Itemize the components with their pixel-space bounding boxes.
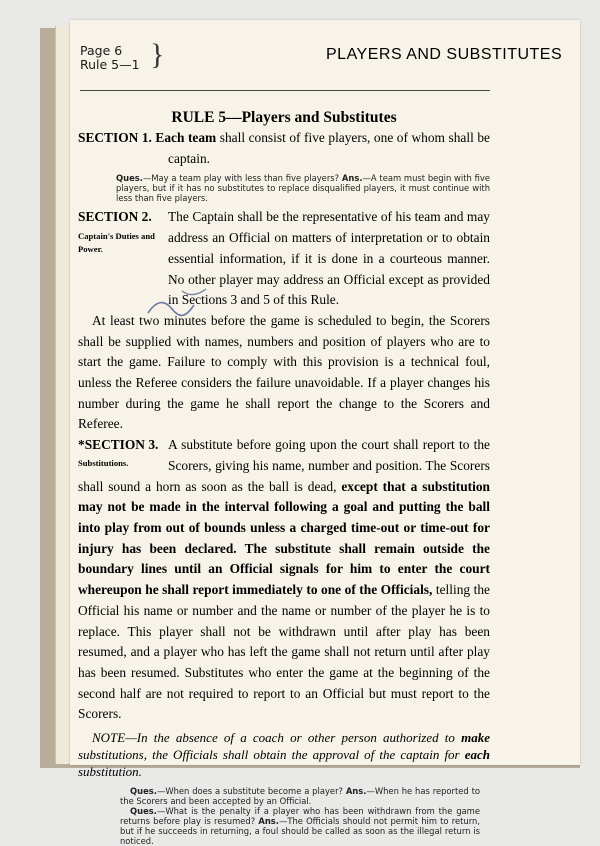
section-3-sidenote: Substitutions. (78, 458, 129, 469)
ques-label: Ques. (130, 786, 157, 797)
note-text-3: substitution. (78, 764, 142, 780)
section-1 (78, 128, 490, 169)
ans-label: Ans. (341, 173, 363, 184)
note-bold-2: each (464, 747, 491, 763)
ques-text: —What is the penalty if a player who has been withdrawn from the game returns before play is resumed? (120, 806, 480, 827)
note-paragraph (78, 729, 490, 780)
section-2-sidenote: Captain's Duties and Power. (78, 231, 155, 255)
ans-label: Ans. (345, 786, 367, 797)
note-bold-1: make (461, 730, 491, 746)
header-brace: } (150, 38, 165, 71)
ans-text: —When he has reported to the Scorers and been accepted by an Official. (120, 786, 481, 807)
bottom-question-2 (120, 806, 480, 846)
bottom-question-1 (120, 786, 480, 806)
section-3-label: *SECTION 3. (78, 437, 159, 453)
page-label: Page 6 (80, 43, 123, 58)
bottom-questions (120, 786, 480, 846)
section-1-text: shall consist of five players, one of whom shall be captain. (168, 130, 490, 166)
note-text-1: NOTE—In the absence of a coach or other person authorized to (92, 730, 455, 746)
ques-text: —May a team play with less than five players? (142, 173, 340, 184)
page-number-block (80, 44, 140, 72)
ans-text: —The Officials should not permit him to return, but if he succeeds in returning, a foul should be called as soon as the illegal return is noticed. (120, 816, 480, 846)
page-body (78, 90, 490, 846)
section-3-body (78, 435, 490, 725)
ques-label: Ques. (130, 806, 157, 817)
section-1-question (116, 173, 490, 203)
ques-text: —When does a substitute become a player? (156, 786, 343, 797)
pen-annotation (142, 283, 262, 323)
ques-label: Ques. (116, 173, 143, 184)
section-2-text: The Captain shall be the representative of his team and may address an Official on matters of interpretation or to obtain essential information, if it is done in a courteous manner. No other player may address an Official except as provided in Sections 3 and 5 of this Rule. (168, 209, 490, 308)
section-3-text-1: A substitute before going upon the court shall report to the Scorers, giving his name, number and position. The Scorers shall sound a horn as soon as the ball is dead, (78, 437, 490, 494)
section-2-label: SECTION 2. (78, 209, 152, 225)
ans-label: Ans. (258, 816, 279, 827)
page-header (80, 38, 563, 82)
section-1-bold: Each team (155, 130, 217, 145)
note-text-2: substitutions, the Officials shall obtain the approval of the captain for (78, 747, 460, 763)
section-1-label: SECTION 1. (78, 130, 152, 145)
running-title: PLAYERS AND SUBSTITUTES (326, 46, 563, 63)
section-3-bold: except that a substitution may not be made in the interval following a goal and putting the ball into play from out of bounds unless a charged time-out or time-out for injury has been declared. The substitute shall remain outside the boundary lines until an Official signals for him to enter the court whereupon he shall report immediately to one of the Officials, (78, 478, 490, 598)
rule-label: Rule 5—1 (80, 57, 140, 72)
ans-text: —A team must begin with five players, but if it has no substitutes to replace disqualified players, it must continue with less than five players. (116, 173, 490, 204)
section-3-text-2: telling the Official his name or number and the name or number of the player he is to replace. This player shall not be withdrawn until after play has been resumed, and a player who has left the game shall not return until after play has been resumed. Substitutes who enter the game at the beginning of the second half are not required to report to an Official but must report to the Scorers. (78, 582, 490, 722)
section-2-paragraph-2: At least two minutes before the game is scheduled to begin, the Scorers shall be supplied with names, numbers and position of players who are to start the game. Failure to comply with this provision is a technical foul, unless the Referee considers the failure unavoidable. If a player changes his number during the game he shall report the change to the Scorers and Referee. (78, 312, 490, 432)
rule-title: RULE 5—Players and Substitutes (171, 109, 397, 126)
